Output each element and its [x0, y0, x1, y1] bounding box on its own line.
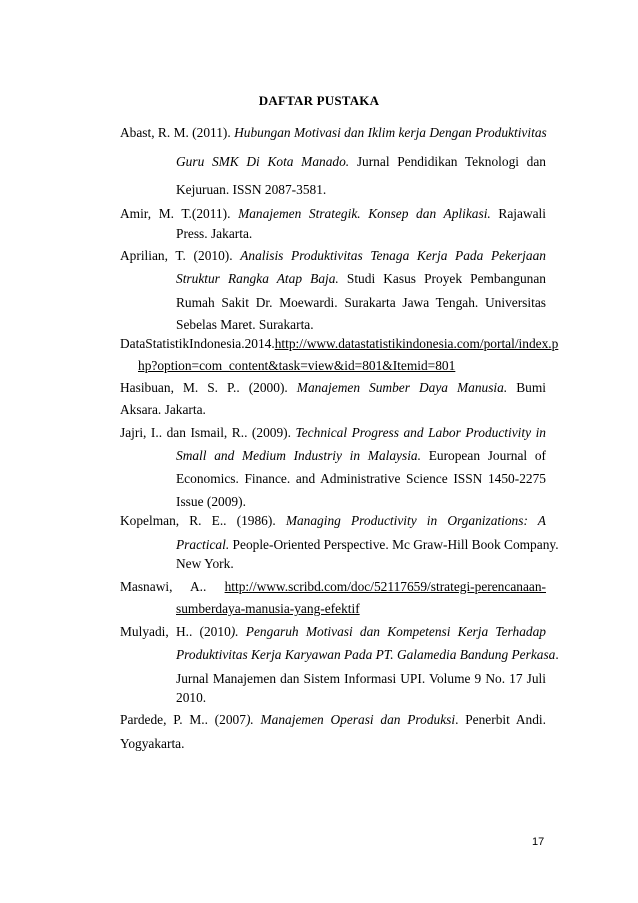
ref-jajri-line-2 [176, 447, 546, 465]
ref-title: Practical. [176, 537, 230, 552]
ref-hasibuan-line-2: Aksara. Jakarta. [120, 402, 206, 417]
ref-abast-line-2 [176, 153, 546, 171]
ref-jajri-line-4: Issue (2009). [176, 494, 246, 509]
ref-author: Jajri, I.. dan Ismail, R.. (2009). [120, 425, 291, 440]
ref-datastatistik-line-2 [138, 357, 546, 375]
ref-mulyadi-line-1 [120, 623, 546, 641]
ref-datastatistik-line-1 [120, 335, 559, 353]
ref-aprilian-line-2 [176, 270, 546, 288]
ref-author: Hasibuan, M. S. P.. (2000). [120, 380, 288, 395]
ref-abast-line-1 [120, 124, 546, 142]
ref-source: People-Oriented Perspective. Mc Graw-Hill Book Company. [232, 537, 559, 552]
ref-title: Manajemen Sumber Daya Manusia. [296, 380, 508, 395]
ref-kopelman-line-2 [176, 536, 559, 554]
ref-publisher: Rajawali [498, 206, 546, 221]
ref-punct: . [555, 647, 559, 662]
ref-title: Managing Productivity in Organizations: A [285, 513, 546, 528]
ref-kopelman-line-1 [120, 512, 546, 530]
ref-aprilian-line-4: Sebelas Maret. Surakarta. [176, 317, 314, 332]
ref-author: Mulyadi, H.. (2010 [120, 624, 231, 639]
ref-title: Manajemen Strategik. Konsep dan Aplikasi. [238, 206, 491, 221]
ref-author: Amir, M. T.(2011). [120, 206, 231, 221]
ref-title: Analisis Produktivitas Tenaga Kerja Pada Pekerjaan [240, 248, 546, 263]
ref-jajri-line-1 [120, 424, 546, 442]
ref-title: Guru SMK Di Kota Manado. [176, 154, 350, 169]
ref-aprilian-line-1 [120, 247, 546, 265]
ref-source: Jurnal Pendidikan Teknologi dan [356, 154, 546, 169]
ref-pardede-line-1 [120, 711, 546, 729]
ref-author: Kopelman, R. E.. (1986). [120, 513, 276, 528]
ref-abast-line-3: Kejuruan. ISSN 2087-3581. [176, 182, 327, 197]
ref-amir-line-2: Press. Jakarta. [176, 226, 253, 241]
ref-hasibuan-line-1 [120, 379, 546, 397]
ref-publisher: Bumi [516, 380, 546, 395]
ref-author: Abast, R. M. (2011). [120, 125, 231, 140]
ref-jajri-line-3: Economics. Finance. and Administrative Science ISSN 1450-2275 [176, 471, 546, 486]
page-title: DAFTAR PUSTAKA [258, 93, 380, 108]
ref-aprilian-line-3: Rumah Sakit Dr. Moewardi. Surakarta Jawa Tengah. Universitas [176, 295, 546, 310]
ref-title: Struktur Rangka Atap Baja. [176, 271, 339, 286]
ref-title: Produktivitas Kerja Karyawan Pada PT. Galamedia Bandung Perkasa [176, 647, 556, 662]
ref-source: Studi Kasus Proyek Pembangunan [346, 271, 546, 286]
ref-url-link[interactable]: http://www.scribd.com/doc/52117659/strategi-perencanaan- [224, 579, 546, 594]
page-number: 17 [532, 836, 545, 848]
ref-masnawi-line-2 [176, 600, 546, 618]
ref-url-link[interactable]: hp?option=com_content&task=view&id=801&Itemid=801 [138, 358, 456, 373]
ref-author: Pardede, P. M.. (2007 [120, 712, 246, 727]
ref-title: ). Pengaruh Motivasi dan Kompetensi Kerja Terhadap [230, 624, 547, 639]
ref-title: ). Manajemen Operasi dan Produksi [245, 712, 456, 727]
ref-title: Hubungan Motivasi dan Iklim kerja Dengan Produktivitas [234, 125, 547, 140]
ref-mulyadi-line-3: Jurnal Manajemen dan Sistem Informasi UPI. Volume 9 No. 17 Juli [176, 671, 546, 686]
ref-mulyadi-line-2 [176, 646, 559, 664]
ref-title: Technical Progress and Labor Productivity in [295, 425, 546, 440]
ref-mulyadi-line-4: 2010. [176, 690, 207, 705]
ref-title: Small and Medium Industriy in Malaysia. [176, 448, 421, 463]
ref-author-initial: A.. [189, 579, 207, 594]
ref-author: DataStatistikIndonesia.2014. [120, 336, 275, 351]
ref-kopelman-line-3: New York. [176, 556, 234, 571]
ref-url-link[interactable]: sumberdaya-manusia-yang-efektif [176, 601, 360, 616]
ref-publisher: . Penerbit Andi. [455, 712, 547, 727]
ref-amir-line-1 [120, 205, 546, 223]
ref-pardede-line-2: Yogyakarta. [120, 736, 185, 751]
ref-masnawi-line-1 [120, 578, 546, 596]
ref-author: Masnawi, [120, 579, 173, 594]
ref-source: European Journal of [428, 448, 547, 463]
ref-url-link[interactable]: http://www.datastatistikindonesia.com/portal/index.p [274, 336, 559, 351]
ref-author: Aprilian, T. (2010). [120, 248, 233, 263]
